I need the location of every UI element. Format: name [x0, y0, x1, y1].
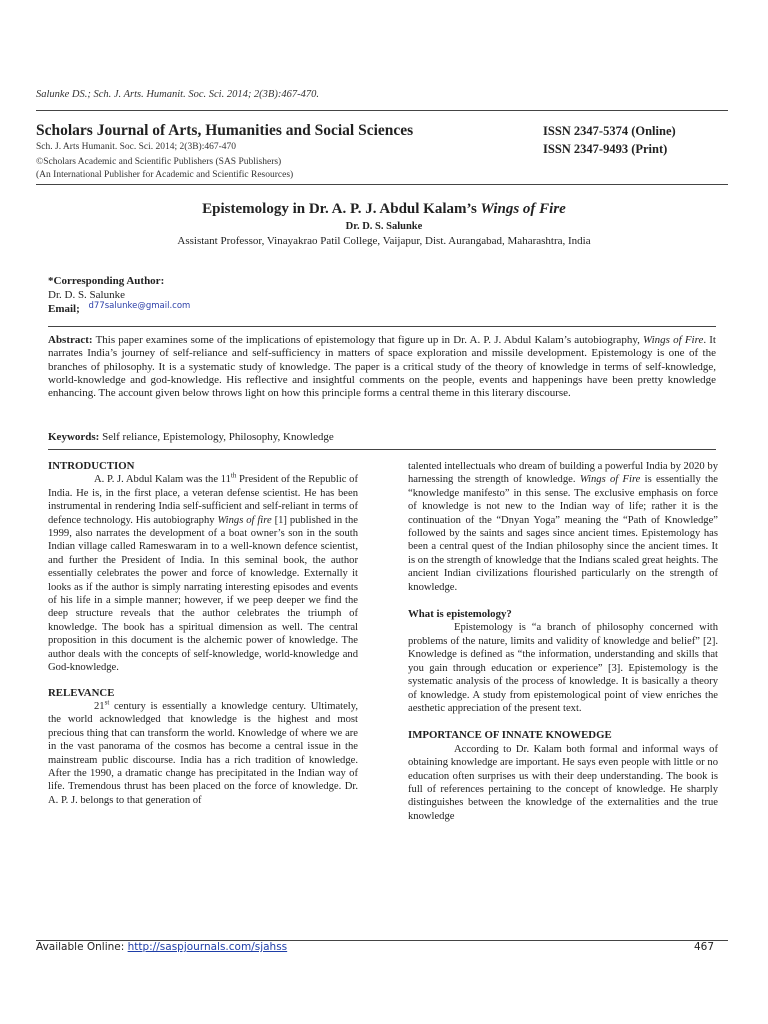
intro-text-a: A. P. J. Abdul Kalam was the 11: [94, 474, 231, 486]
innate-heading: IMPORTANCE OF INNATE KNOWEDGE: [408, 729, 612, 742]
paper-title: [0, 201, 768, 218]
footer-left: [36, 941, 287, 953]
keywords-label: Keywords:: [48, 431, 100, 443]
author: Dr. D. S. Salunke: [345, 221, 423, 232]
right-text-b: is essentially the “knowledge manifesto” in this sense. The exclusive emphasis on force of knowledge is not new to the Indian way of life; rather it is the continuation of the “Dnyan Yoga” meaning the “Path of Knowledge” followed by the saints and sages since ancient times. Epistemology has been a central quest of the Indian philosophy since the ancient times. It is on the strength of knowledge that the Indians scaled great heights. The ancient Indian civilizations flourished particularly on the strength of knowledge.: [408, 474, 718, 593]
corresponding-name: Dr. D. S. Salunke: [48, 289, 125, 301]
issn-online: ISSN 2347-5374 (Online): [543, 124, 676, 138]
email-line: [48, 303, 190, 317]
relevance-heading: RELEVANCE: [48, 686, 115, 699]
paper-title-main: Epistemology in Dr. A. P. J. Abdul Kalam’s: [202, 201, 477, 217]
left-column: [48, 460, 358, 807]
right-text-a: talented intellectuals who dream of building a powerful India by 2020 by harnessing the strength of knowledge.: [408, 461, 718, 486]
corresponding-label: [48, 275, 164, 288]
keywords: [48, 431, 334, 443]
abstract-text-2: . It narrates India’s journey of self-reliance and self-sufficiency in matters of space exploration and missile development. Epistemology is one of the branches of philosophy. It is a systematic study of knowledge. The paper is a critical study of the theory of knowledge in terms of self-knowledge, world-knowledge and god-knowledge. His reflective and insightful comments on the people, events and happenings have been pretty knowledge enhancing. The account given below throws light on how this principle forms a central theme in this literary discourse.: [48, 334, 716, 400]
right-paragraph-1: [408, 460, 718, 594]
journal-citation: Sch. J. Arts Humanit. Soc. Sci. 2014; 2(3B):467-470: [36, 142, 237, 152]
innate-paragraph: According to Dr. Kalam both formal and informal ways of obtaining knowledge are important. He says even people with little or no education often surprises us with their deep understanding. The book is full of references pertaining to the concept of knowledge. He sharply distinguishes between the knowledge of the externalities and the true knowledge: [408, 743, 718, 822]
what-paragraph: Epistemology is “a branch of philosophy concerned with problems of the nature, limits and validity of knowledge and belief” [2]. Knowledge is defined as “the information, understanding and skills that you gain through education or experience” [3]. Epistemology is the systematic analysis of the process of knowledge. It is basically a theory of knowledge. A study from epistemological point of view enriches the aesthetic appreciation of the present text.: [408, 622, 718, 714]
header-rule: [36, 110, 728, 111]
intro-text-b: President of the Republic of India. He is, in the first place, a veteran defense scientist. He has been instrumental in rendering India self-sufficient and self-reliant in terms of defence technology. His autobiography: [48, 474, 358, 526]
abstract-rule: [48, 326, 716, 327]
keywords-text: Self reliance, Epistemology, Philosophy, Knowledge: [102, 431, 334, 443]
intro-paragraph: [48, 473, 358, 674]
journal-title: Scholars Journal of Arts, Humanities and Social Sciences: [36, 122, 414, 139]
affiliation: Assistant Professor, Vinayakrao Patil College, Vaijapur, Dist. Aurangabad, Maharashtra, India: [177, 235, 591, 247]
abstract-book: Wings of Fire: [643, 334, 704, 346]
intro-book: Wings of fire: [217, 514, 272, 526]
relevance-text-a: 21: [94, 700, 105, 712]
right-book: Wings of Fire: [579, 474, 641, 486]
right-column: [408, 460, 718, 823]
journal-rule: [36, 184, 728, 185]
publisher: ©Scholars Academic and Scientific Publishers (SAS Publishers): [36, 157, 282, 167]
abstract: [48, 334, 716, 400]
issn-print: ISSN 2347-9493 (Print): [543, 142, 668, 156]
keywords-rule: [48, 449, 716, 450]
relevance-text-b: century is essentially a knowledge century. Ultimately, the world acknowledged that knowledge is the highest and most precious thing that can transform the world. Knowledge of where we are in the vast panorama of the cosmos has become a central issue in the mainstream public discourse. India has a rich tradition of knowledge. After the 1990, a dramatic change has precipitated in the Indian way of life. Tremendous thrust has been placed on the force of knowledge. Dr. A. P. J. belongs to that generation of: [48, 700, 358, 806]
intro-heading: INTRODUCTION: [48, 460, 135, 472]
intro-text-c: [1] published in the 1999, also narrates the development of a boat owner’s son in the south Indian village called Rameswaram in to a well-known defence scientist, and further the President of India. In this seminal book, the author essentially celebrates the power and force of knowledge. Externally it looks as if the author is simply narrating interesting episodes and events of his life in a simple manner; however, if we peep deeper we find the deep structure reveals that the author celebrates the triumph of knowledge. The book has a spiritual dimension as well. The central proposition in this document is the alchemic power of knowledge. The author deals with the concepts of self-knowledge, world-knowledge and God-knowledge.: [48, 514, 358, 674]
email-link[interactable]: d77salunke@gmail.com: [88, 301, 191, 311]
publisher-note: (An International Publisher for Academic and Scientific Resources): [36, 170, 294, 180]
corresponding-label-text: *Corresponding Author:: [48, 275, 165, 287]
page-number: 467: [694, 941, 715, 953]
footer-url-link[interactable]: http://saspjournals.com/sjahss: [127, 941, 288, 953]
relevance-paragraph: [48, 700, 358, 807]
footer-label: Available Online:: [36, 941, 125, 953]
abstract-text-1: This paper examines some of the implications of epistemology that figure up in Dr. A. P. J. Abdul Kalam’s autobiography,: [95, 334, 640, 346]
running-head: Salunke DS.; Sch. J. Arts. Humanit. Soc. Sci. 2014; 2(3B):467-470.: [36, 89, 319, 100]
relevance-sup: st: [104, 698, 110, 707]
what-heading: What is epistemology?: [408, 608, 512, 621]
paper-title-book: Wings of Fire: [480, 201, 566, 217]
email-label: Email;: [48, 303, 80, 315]
intro-sup: th: [230, 471, 237, 480]
abstract-label: Abstract:: [48, 334, 93, 346]
